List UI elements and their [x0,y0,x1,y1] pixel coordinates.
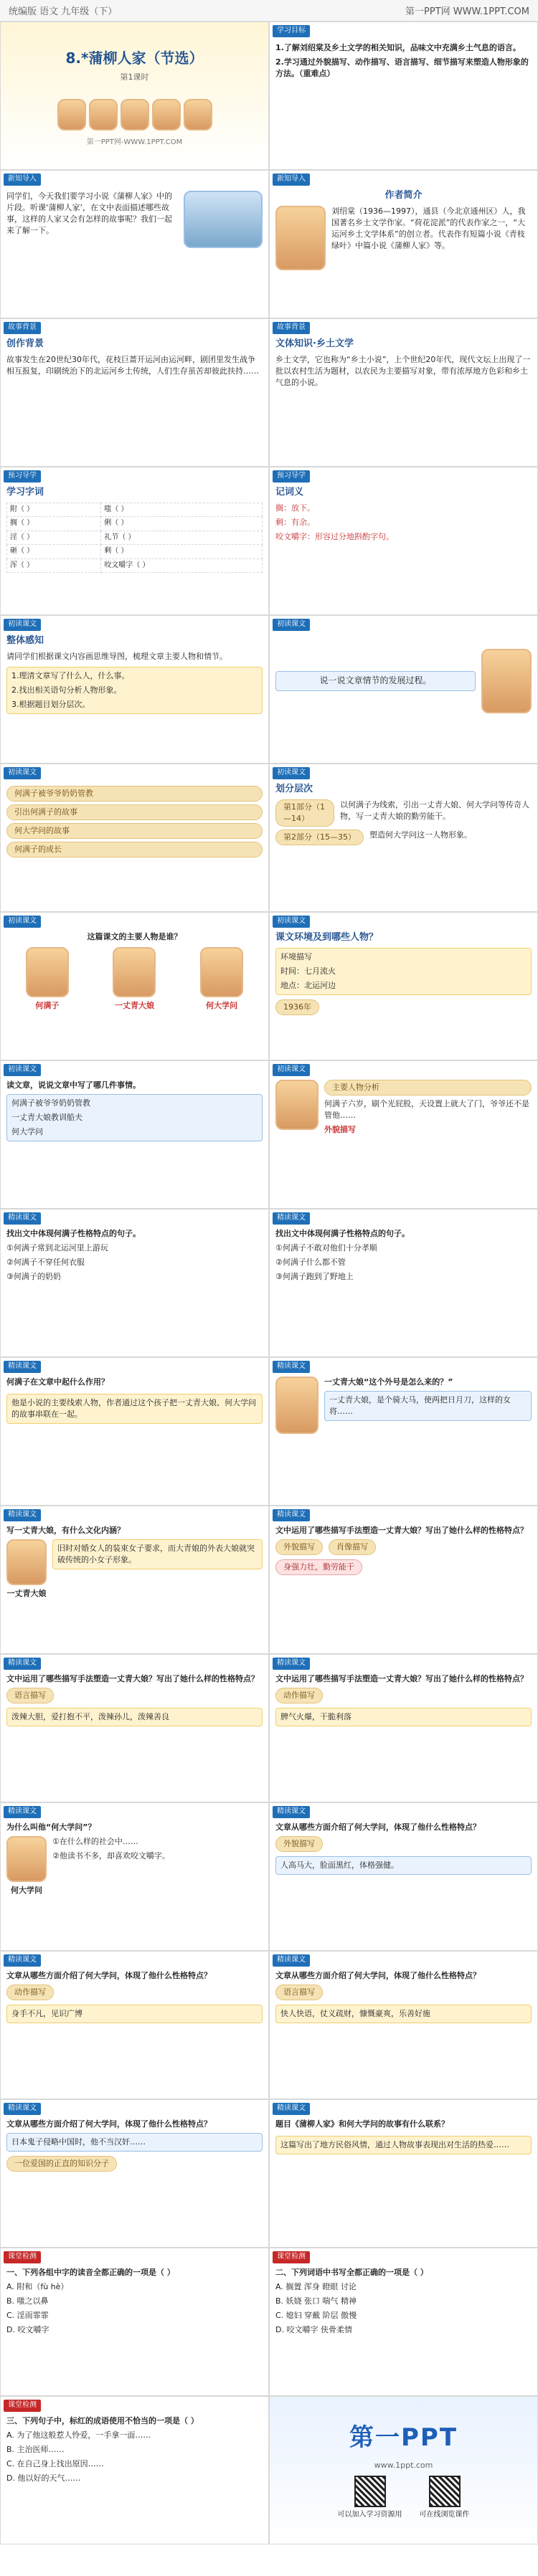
hedaxuewen-question: 为什么叫他“何大学问”？ [6,1822,96,1832]
hemanzi-text: 何满子六岁，刷个光屁股，天设置上就大了门，爷爷还不是管他…… [324,1098,529,1120]
lesson-sub: 第1课时 [120,72,149,82]
vocab-cell: 俐（ ） [101,517,263,531]
division-title: 划分层次 [275,784,313,794]
portrait2-item: ②何满子什么都不管 [275,1257,346,1267]
quiz2-tag: 课堂检测 [273,2251,310,2263]
author-text: 刘绍棠（1936—1997），通县（今北京通州区）人，我国著名乡土文学作家。“荷花淀派”的代表作家之一，“大运河乡土文学体系”的创立者。代表作有短篇小说《青枝绿叶》中篇小说《蒲柳人家》等。 [331,206,526,250]
quiz2-opt[interactable]: D. 咬文嚼字 侠骨柔情 [275,2324,352,2334]
hedaxuewen-slide[interactable] [0,1802,269,1951]
events-tag: 初读课文 [4,1064,41,1076]
event-item: 何大学问 [11,1126,43,1136]
role-slide[interactable] [0,1357,269,1506]
quiz3-opt[interactable]: D. 他以好的天气…… [6,2473,81,2483]
setting-line: 环境描写 [280,951,312,961]
portrait-slide[interactable] [0,1209,269,1357]
describe3-trait: 脾气火爆，干脆利落 [275,1708,532,1726]
anti-question: 文章从哪些方面介绍了何大学问，体现了他什么性格特点？ [6,2119,212,2129]
kid-avatar [184,99,212,130]
yizhangqing2-tag: 精读课文 [4,1509,41,1521]
char-name: 何大学问 [206,1000,238,1010]
xiangtu-tag: 故事背景 [273,322,310,334]
action2-tag: 精读课文 [273,1954,310,1967]
structure-node: 引出何满子的故事 [6,804,263,820]
portrait-item: ①何满子常到北运河里上游玩 [6,1242,108,1253]
hemanzi-title: 主要人物分析 [324,1080,532,1095]
vocab-cell: 淫（ ） [7,531,101,545]
vocab-cell: 嗤（ ） [101,503,263,517]
char-avatar [113,947,156,997]
subject-label: 统编版 语文 九年级（下） [9,6,118,17]
perceive-title: 整体感知 [6,635,44,646]
slide-grid [0,22,538,2544]
structure-node: 何大学问的故事 [6,823,263,839]
vocab-cell: 礼节（ ） [101,531,263,545]
vocab-cell: 浑（ ） [7,559,101,573]
portrait-item: ③何满子的奶奶 [6,1271,61,1281]
intro-slide[interactable] [0,170,269,318]
quiz1-opt[interactable]: C. 淫雨霏霏 [6,2310,49,2320]
char-avatar [26,947,69,997]
quiz1-opt[interactable]: D. 咬文嚼字 [6,2324,49,2334]
vocab-cell: 砸（ ） [7,545,101,559]
part-text: 塑造何大学问这一人物形象。 [369,830,472,840]
yizhangqing-text: 一丈青大娘“这个外号是怎么来的？” [324,1377,453,1387]
anti-text: 日本鬼子侵略中国时，他不当汉奸…… [6,2133,263,2152]
author-slide[interactable] [269,170,538,318]
action2-trait: 快人快语，仗义疏财，慷慨豪爽，乐善好施 [275,2005,532,2023]
idiom-item: 剩：有余。 [275,517,315,527]
setting-year: 1936年 [275,999,319,1015]
quiz2-opt[interactable]: B. 妖娆 张口 喘气 精神 [275,2296,357,2306]
idioms-tag: 预习导学 [273,470,310,483]
describe-tag: 精读课文 [273,1509,310,1521]
portrait2-question: 找出文中体现何满子性格特点的句子。 [275,1229,410,1238]
action-question: 文章从哪些方面介绍了何大学问，体现了他什么性格特点？ [6,1971,212,1980]
part-name: 第2部分（15—35） [275,830,364,845]
background-slide[interactable] [0,318,269,467]
vocab-tag: 预习导学 [4,470,41,483]
goals-slide[interactable] [269,22,538,170]
setting-line: 地点：北运河边 [280,980,336,990]
action2-question: 文章从哪些方面介绍了何大学问，体现了他什么性格特点？ [275,1971,481,1980]
hdxw-avatar [6,1836,47,1882]
quiz2-opt[interactable]: A. 搁置 浑身 瞪眼 讨论 [275,2281,357,2291]
describe2-question: 文中运用了哪些描写手法塑造一丈青大娘？写出了她什么样的性格特点？ [6,1674,259,1683]
structure-slide[interactable] [0,764,269,912]
action-tag: 精读课文 [4,1954,41,1967]
portrait2-slide[interactable] [269,1209,538,1357]
char-name: 何满子 [35,1000,60,1010]
perceive-step: 1.理清文章写了什么人，什么事。 [11,670,130,680]
portrait-tag: 精读课文 [4,1212,41,1225]
perceive-tag: 初读课文 [4,619,41,631]
ad-right: 可在线浏览课件 [419,2510,470,2519]
vocab-cell: 咬文嚼字（ ） [101,559,263,573]
describe3-question: 文中运用了哪些描写手法塑造一丈青大娘？写出了她什么样的性格特点？ [275,1674,528,1683]
hemanzi-avatar [275,1080,318,1130]
events-question: 读文章，说说文章中写了哪几件事情。 [6,1080,141,1090]
question1-slide[interactable] [269,615,538,764]
intro-text: 同学们，今天我们要学习小说《蒲柳人家》中的片段。听课‘蒲柳人家’，在文中表面描述哪些故事，这样的人家又会有怎样的故事呢？我们一起来了解一下。 [6,191,172,235]
hemanzi-label: 外貌描写 [324,1124,356,1134]
goals-tag: 学习目标 [273,25,310,37]
setting-line: 时间：七月流火 [280,966,336,976]
dialog-text: 题目《蒲柳人家》和何大学问的故事有什么联系？ [275,2119,449,2129]
author-photo [275,206,326,270]
quiz2-slide[interactable] [269,2248,538,2396]
dialog-box: 这篇写出了地方民俗风情，通过人物故事表现出对生活的热爱…… [275,2136,532,2154]
describe3-tag: 精读课文 [273,1658,310,1670]
action-trait: 身手不凡，见识广博 [6,2005,263,2023]
part-text: 以何满子为线索，引出一丈青大娘、何大学问等传奇人物，写一丈青大娘的勤劳能干。 [340,799,530,821]
kids-row [6,99,263,130]
action2-slide[interactable] [269,1951,538,2099]
anti-slide[interactable] [0,2099,269,2248]
event-item: 何满子被爷爷奶奶管教 [11,1098,90,1108]
yizhangqing-tag: 精读课文 [273,1361,310,1373]
perceive-slide[interactable] [0,615,269,764]
hedaxuewen2-text: 人高马大，脸面黑红，体格强健。 [275,1856,532,1875]
quiz3-slide[interactable] [0,2396,269,2544]
perceive-step: 2.找出相关语句分析人物形象。 [11,685,122,695]
quiz3-opt[interactable]: A. 为了他这般惹人怜爱，一手拿一面…… [6,2430,151,2440]
describe3-slide[interactable] [269,1654,538,1802]
author-title: 作者简介 [384,190,423,201]
dialog-slide[interactable] [269,2099,538,2248]
question-bubble: 说一说文章情节的发展过程。 [275,671,476,690]
ad-url[interactable]: www.1ppt.com [374,2460,433,2470]
vocab-cell: 剩（ ） [101,545,263,559]
yizhangqing-quote: 一丈青大娘，是个骑大马，使两把日月刀，这样的女将…… [324,1391,532,1421]
background-tag: 故事背景 [4,322,41,334]
portrait2-item: ①何满子不敢对他们十分孝顺 [275,1242,377,1253]
describe3-label: 动作描写 [275,1688,323,1703]
setting-slide[interactable] [269,912,538,1060]
lesson-title: 8.*蒲柳人家（节选） [65,49,204,67]
hedaxuewen-tag: 精读课文 [4,1806,41,1818]
portrait2-tag: 精读课文 [273,1212,310,1225]
describe-label: 肖像描写 [329,1539,376,1555]
idioms-title: 记词义 [275,487,304,498]
hedaxuewen-item: ②他读书不多，却喜欢咬文嚼字。 [52,1850,170,1860]
hedaxuewen-item: ①在什么样的社会中…… [52,1836,138,1846]
anti-tag: 精读课文 [4,2103,41,2115]
action-label: 动作描写 [6,1985,54,2000]
yzq-avatar [6,1539,47,1585]
describe-question: 文中运用了哪些描写手法塑造一丈青大娘？写出了她什么样的性格特点？ [275,1526,528,1535]
dialog-tag: 精读课文 [273,2103,310,2115]
hdxw-name: 何大学问 [11,1885,42,1895]
yizhangqing2-slide[interactable] [0,1506,269,1654]
kid-avatar [89,99,118,130]
division-tag: 初读课文 [273,767,310,779]
chars-tag: 初读课文 [4,916,41,928]
quiz1-opt[interactable]: B. 嗤之以鼻 [6,2296,49,2306]
background-text: 故事发生在20世纪30年代，花枝巨蔷开运河由运河畔，剧团里发生战争相互报复，印刷统治下的北运河乡土传统，人们生存虽苦却彼此扶持…… [6,354,259,376]
girl-avatar [481,649,532,713]
idiom-item: 搁：放下。 [275,503,315,513]
action2-label: 语言描写 [275,1985,323,2000]
kid-avatar [152,99,181,130]
char-avatar [200,947,243,997]
chars-slide[interactable] [0,912,269,1060]
setting-title: 课文环境及到哪些人物？ [275,932,379,943]
describe2-tag: 精读课文 [4,1658,41,1670]
vocab-table [6,503,263,574]
describe-trait: 身强力壮，勤劳能干 [275,1559,362,1575]
vocab-cell: 搁（ ） [7,517,101,531]
describe-slide[interactable] [269,1506,538,1654]
question1-tag: 初读课文 [273,619,310,631]
perceive-prompt: 请同学们根据课文内容画思维导图，梳理文章主要人物和情节。 [6,651,227,661]
action-slide[interactable] [0,1951,269,2099]
hemanzi-slide[interactable] [269,1060,538,1209]
hedaxuewen2-tag: 精读课文 [273,1806,310,1818]
quiz3-opt[interactable]: C. 在自己身上找出原因…… [6,2458,104,2468]
qr-code-icon [354,2476,386,2507]
portrait2-item: ③何满子跑到了野地上 [275,1271,354,1281]
quiz1-slide[interactable] [0,2248,269,2396]
describe2-label: 语言描写 [6,1688,54,1703]
structure-label: 何满子的成长 [6,842,263,857]
yizhangqing-avatar [275,1377,318,1434]
top-bar [0,0,538,22]
kid-avatar [121,99,149,130]
vocab-slide[interactable] [0,467,269,615]
quiz2-opt[interactable]: C. 媳妇 穿戴 阶层 傲慢 [275,2310,357,2320]
idiom-item: 咬文嚼字：形容过分地斟酌字句。 [275,531,394,541]
goal-item: 2.学习通过外貌描写、动作描写、语言描写、细节描写来塑造人物形象的方法。（重难点） [275,57,529,78]
role-text: 他是小说的主要线索人物，作者通过这个孩子把一丈青大娘、何大学问的故事串联在一起。 [6,1394,263,1424]
describe2-trait: 泼辣大胆，爱打抱不平，泼辣孙儿，泼辣善良 [6,1708,263,1726]
describe-label: 外貌描写 [275,1539,323,1555]
quiz1-opt[interactable]: A. 附和（fù hè） [6,2281,69,2291]
hemanzi-tag: 初读课文 [273,1064,310,1076]
yizhangqing-slide[interactable] [269,1357,538,1506]
chars-question: 这篇课文的主要人物是谁？ [87,932,182,941]
quiz2-question: 二、下列词语中书写全都正确的一项是（ ） [275,2268,428,2277]
vocab-title: 学习字词 [6,487,44,498]
kid-avatar [57,99,86,130]
quiz3-question: 三、下列句子中，标红的成语使用不恰当的一项是（ ） [6,2416,199,2425]
quiz3-tag: 课堂检测 [4,2400,41,2412]
role-question: 何满子在文章中起什么作用？ [6,1377,109,1387]
perceive-step: 3.根据题目划分层次。 [11,699,90,709]
qr-code-icon [429,2476,461,2507]
division-slide[interactable] [269,764,538,912]
anti-trait: 一位爱国的正直的知识分子 [6,2156,117,2172]
hedaxuewen2-slide[interactable] [269,1802,538,1951]
event-item: 一丈青大娘教训船夫 [11,1112,82,1122]
setting-tag: 初读课文 [273,916,310,928]
yzq-name: 一丈青大娘 [6,1588,47,1598]
char-name: 一丈青大娘 [114,1000,154,1010]
role-tag: 精读课文 [4,1361,41,1373]
xiangtu-title: 文体知识·乡土文学 [275,338,354,349]
ad-logo: 第一PPT [349,2423,458,2452]
yizhangqing2-question: 写一丈青大娘，有什么文化内涵？ [6,1526,125,1535]
site-label: 第一PPT网 WWW.1PPT.COM [405,6,529,17]
portrait-question: 找出文中体现何满子性格特点的句子。 [6,1229,141,1238]
portrait-item: ②何满子不穿任何衣服 [6,1257,85,1267]
yizhangqing2-text: 旧时对婚女人的装束女子要求，而大青娘的外表大娘就突破传统的小女子形象。 [52,1539,263,1569]
ad-left: 可以加入学习资源用 [337,2510,402,2519]
xiangtu-text: 乡土文学，它也称为“乡土小说”，上个世纪20年代，现代文坛上出现了一批以农村生活为题材，以农民为主要描写对象，带有浓厚地方色彩和乡土气息的小说。 [275,354,531,387]
idioms-slide[interactable] [269,467,538,615]
cover-slide[interactable] [0,22,269,170]
hedaxuewen2-question: 文章从哪些方面介绍了何大学问，体现了他什么性格特点？ [275,1822,481,1832]
quiz1-question: 一、下列各组中字的读音全都正确的一项是（ ） [6,2268,175,2277]
xiangtu-slide[interactable] [269,318,538,467]
events-slide[interactable] [0,1060,269,1209]
cover-site: 第一PPT网-WWW.1PPT.COM [86,138,183,146]
goal-item: 1.了解刘绍棠及乡土文学的相关知识，品味文中充满乡土气息的语言。 [275,43,521,52]
structure-tag: 初读课文 [4,767,41,779]
part-name: 第1部分（1—14） [275,799,334,827]
vocab-cell: 附（ ） [7,503,101,517]
quiz3-opt[interactable]: B. 主治医师…… [6,2444,65,2454]
describe2-slide[interactable] [0,1654,269,1802]
background-title: 创作背景 [6,338,44,349]
author-tag: 新知导入 [273,174,310,186]
ad-slide[interactable] [269,2396,538,2544]
intro-tag: 新知导入 [4,174,41,186]
bridge-image [184,191,263,248]
quiz1-tag: 课堂检测 [4,2251,41,2263]
hedaxuewen2-label: 外貌描写 [275,1836,323,1852]
structure-node: 何满子被爷爷奶奶管教 [6,786,263,802]
